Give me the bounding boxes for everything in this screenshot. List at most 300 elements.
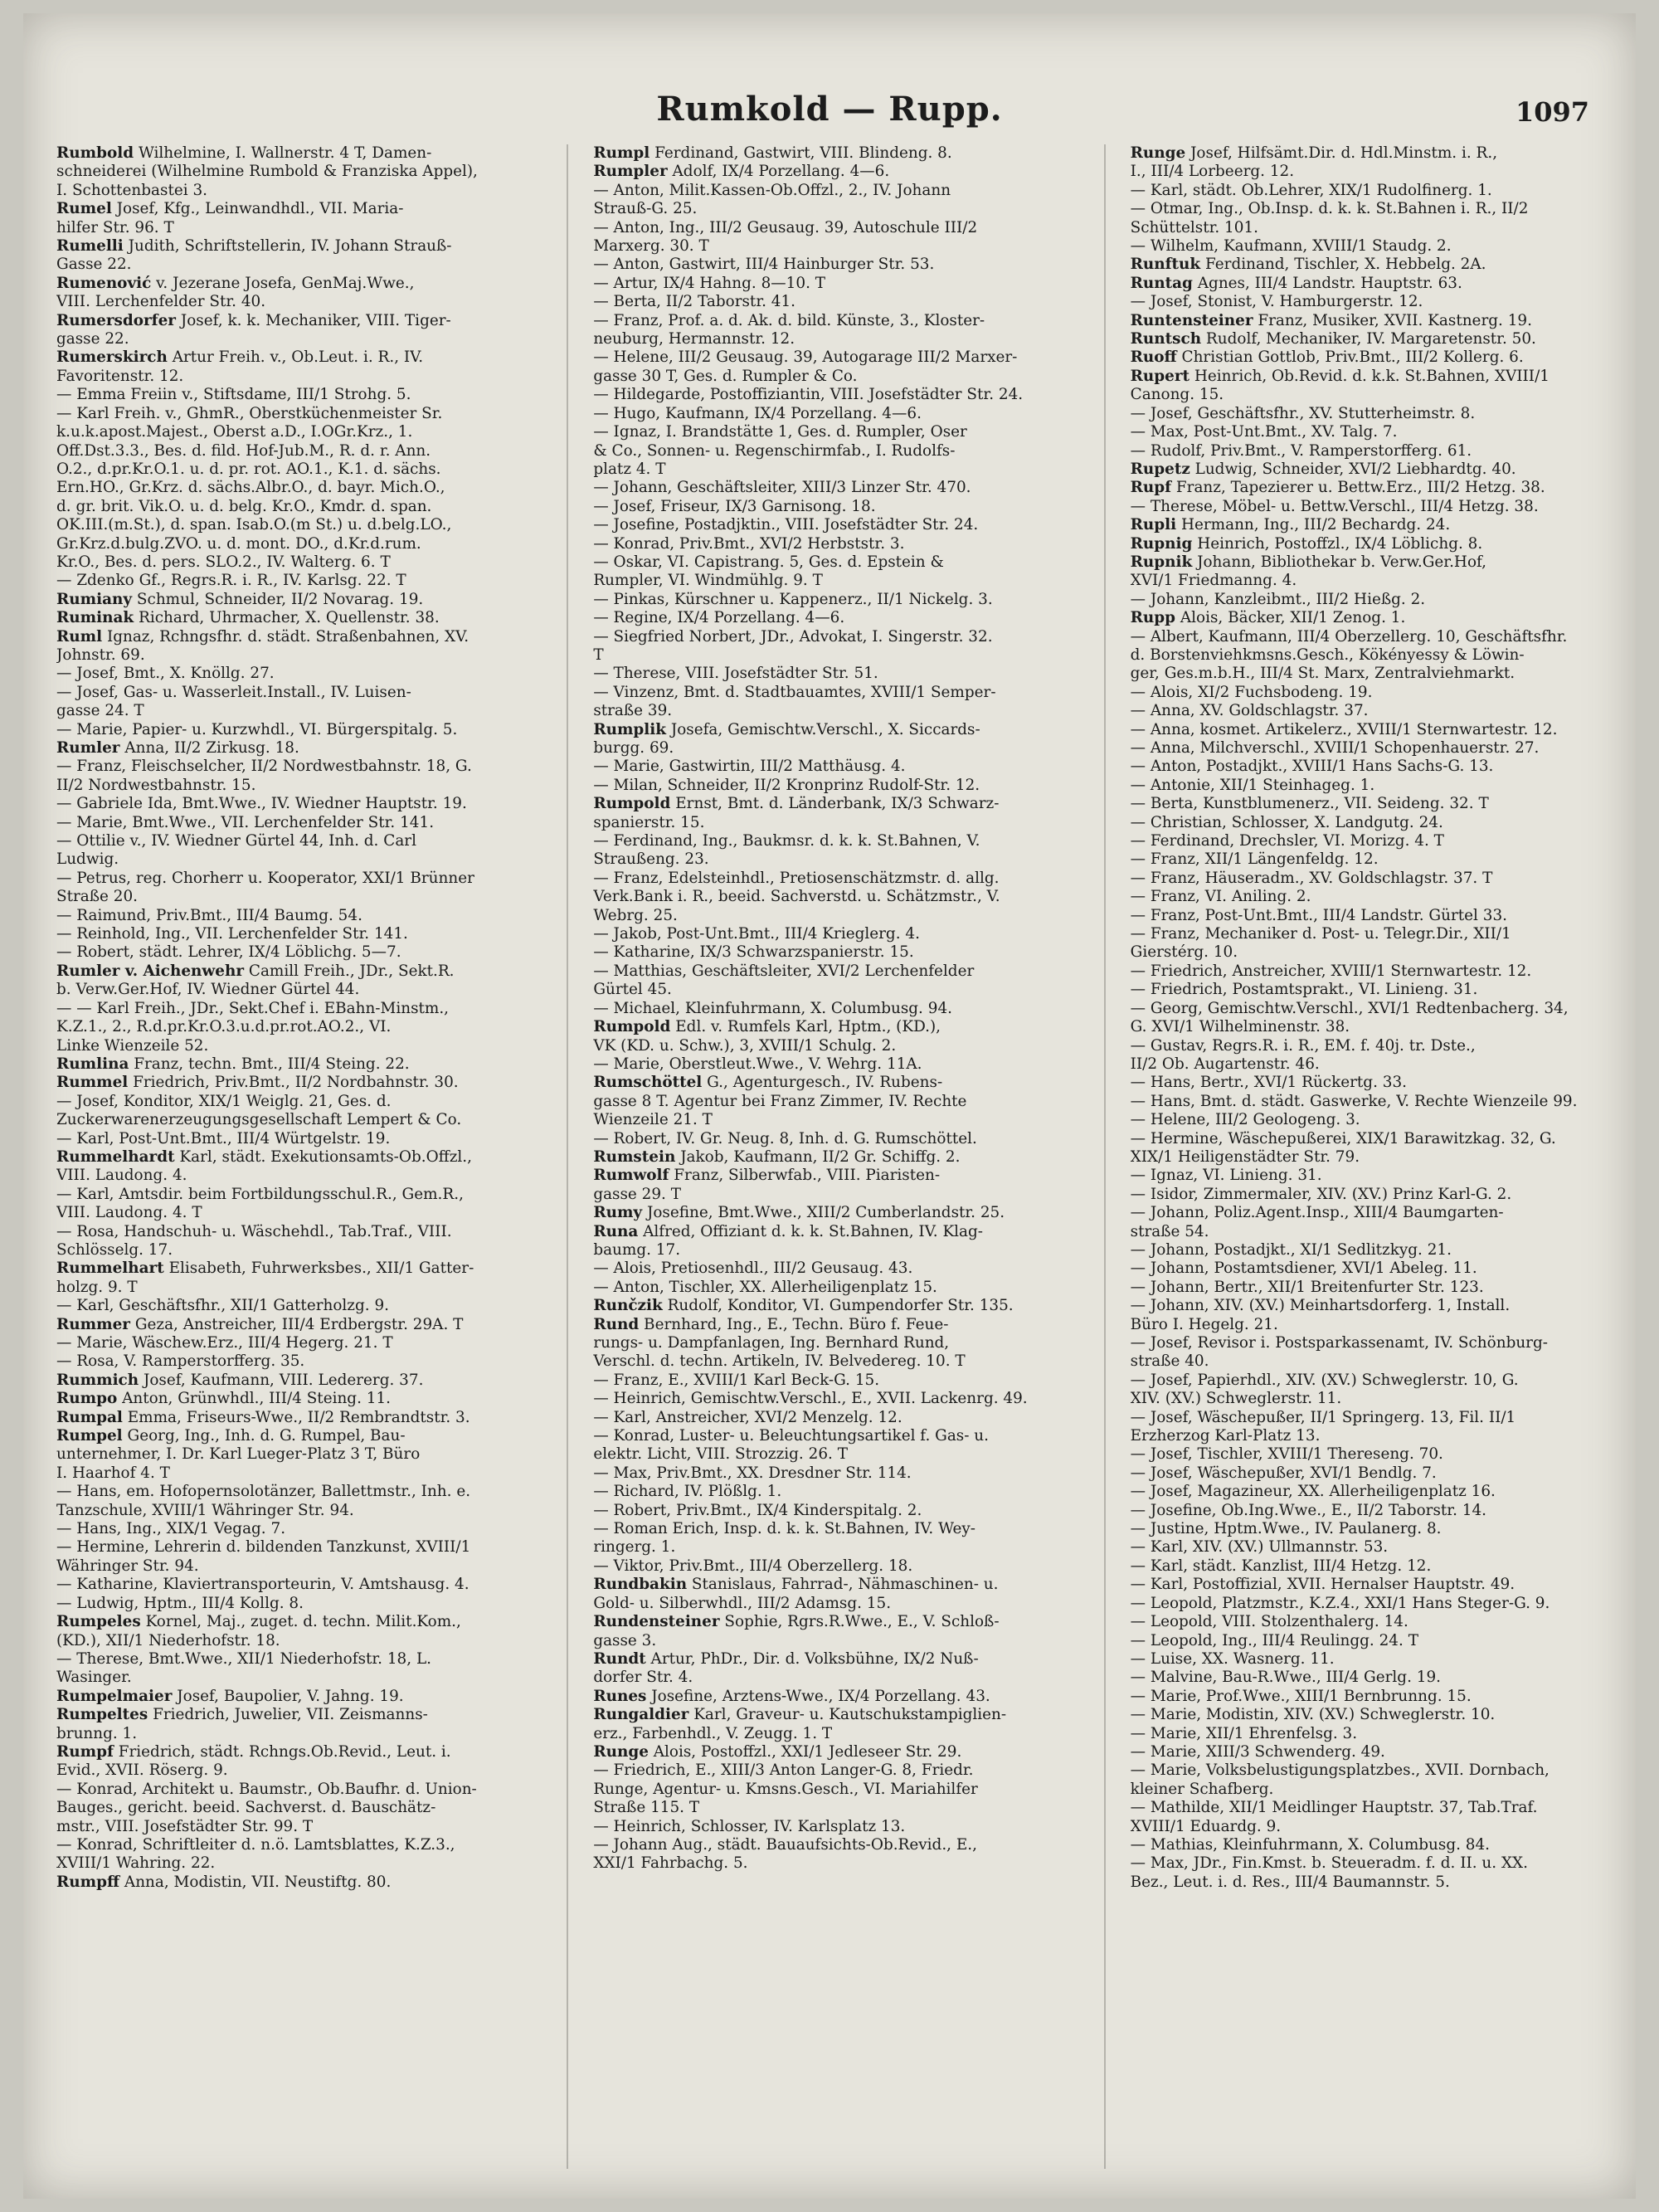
column-divider	[1104, 144, 1106, 2169]
entry-details: Christian Gottlob, Priv.Bmt., III/2 Kollerg. 6.	[1176, 348, 1524, 367]
directory-entry	[1131, 1055, 1616, 1074]
directory-entry	[56, 684, 542, 702]
entry-details: Wasinger.	[56, 1669, 132, 1687]
entry-details: Ernst, Bmt. d. Länderbank, IX/3 Schwarz-	[670, 795, 1000, 813]
directory-entry	[593, 1167, 1078, 1185]
entry-details: v. Jezerane Josefa, GenMaj.Wwe.,	[151, 274, 415, 292]
directory-entry	[56, 702, 542, 720]
entry-details: — Marie, Prof.Wwe., XIII/1 Bernbrunng. 15.	[1130, 1687, 1472, 1705]
directory-entry	[593, 1483, 1078, 1501]
entry-details: Alfred, Offiziant d. k. k. St.Bahnen, IV. Klag-	[638, 1222, 984, 1240]
entry-details: Verschl. d. techn. Artikeln, IV. Belvedereg. 10. T	[593, 1352, 966, 1371]
entry-details: Kr.O., Bes. d. pers. SLO.2., IV. Walterg. 6. T	[56, 553, 391, 571]
directory-entry	[1131, 1427, 1616, 1445]
entry-details: — Anton, Postadjkt., XVIII/1 Hans Sachs-G. 13.	[1130, 758, 1494, 776]
directory-entry	[593, 1037, 1078, 1055]
directory-entry	[1131, 498, 1616, 516]
directory-entry	[1131, 1445, 1616, 1464]
entry-details: — Viktor, Priv.Bmt., III/4 Oberzellerg. 18.	[593, 1557, 913, 1575]
directory-entry	[56, 1761, 542, 1780]
directory-entry	[1131, 572, 1616, 590]
entry-details: — Robert, Priv.Bmt., IX/4 Kinderspitalg. 2.	[593, 1501, 922, 1519]
entry-details: — Siegfried Norbert, JDr., Advokat, I. Singerstr. 32.	[593, 627, 993, 646]
entry-details: k.u.k.apost.Majest., Oberst a.D., I.OGr.Krz., 1.	[56, 423, 413, 441]
entry-details: Georg, Ing., Inh. d. G. Rumpel, Bau-	[122, 1427, 406, 1445]
entry-surname: Rumersdorfer	[56, 311, 176, 329]
entry-details: Kornel, Maj., zuget. d. techn. Milit.Kom.,	[140, 1613, 461, 1631]
directory-entry	[56, 1632, 542, 1650]
directory-entry	[1131, 1464, 1616, 1483]
entry-details: — Ludwig, Hptm., III/4 Kollg. 8.	[56, 1594, 304, 1612]
directory-entry	[56, 144, 542, 163]
directory-entry	[593, 348, 1078, 367]
entry-details: T	[593, 646, 604, 664]
entry-details: — Therese, Bmt.Wwe., XII/1 Niederhofstr. 18, L.	[56, 1649, 432, 1668]
entry-details: — Anton, Tischler, XX. Allerheiligenplatz 15.	[593, 1278, 937, 1296]
directory-entry	[56, 850, 542, 869]
directory-entry	[593, 777, 1078, 795]
entry-details: Artur, PhDr., Dir. d. Volksbühne, IX/2 Nuß-	[645, 1649, 979, 1668]
column-middle	[593, 144, 1078, 2169]
directory-entry	[593, 275, 1078, 293]
directory-entry	[1131, 1761, 1616, 1780]
entry-details: VK (KD. u. Schw.), 3, XVIII/1 Schulg. 2.	[593, 1036, 897, 1055]
entry-details: — Josef, Friseur, IX/3 Garnisong. 18.	[593, 497, 876, 515]
entry-details: Artur Freih. v., Ob.Leut. i. R., IV.	[167, 348, 424, 367]
directory-entry	[593, 1111, 1078, 1129]
entry-surname: Rummer	[56, 1315, 130, 1333]
entry-details: straße 39.	[593, 702, 673, 720]
entry-details: — Franz, XII/1 Längenfeldg. 12.	[1130, 850, 1379, 869]
directory-entry	[1131, 368, 1616, 386]
entry-details: — Hildegarde, Postoffiziantin, VIII. Josefstädter Str. 24.	[593, 386, 1024, 404]
directory-entry	[56, 1093, 542, 1111]
entry-details: — Josef, Bmt., X. Knöllg. 27.	[56, 665, 275, 683]
entry-details: — Josefine, Postadjktin., VIII. Josefstädter Str. 24.	[593, 516, 979, 534]
entry-details: — Friedrich, Postamtsprakt., VI. Linieng. 31.	[1130, 981, 1478, 999]
entry-details: — Anna, kosmet. Artikelerz., XVIII/1 Sternwartestr. 12.	[1130, 720, 1558, 738]
entry-details: Judith, Schriftstellerin, IV. Johann Strauß-	[123, 237, 452, 256]
entry-details: — Justine, Hptm.Wwe., IV. Paulanerg. 8.	[1130, 1520, 1442, 1538]
directory-entry	[56, 981, 542, 999]
directory-entry	[1131, 1352, 1616, 1371]
directory-entry	[56, 1557, 542, 1576]
entry-details: Josefine, Arztens-Wwe., IX/4 Porzellang. 43.	[646, 1687, 990, 1705]
directory-entry	[593, 1836, 1078, 1854]
directory-entry	[593, 870, 1078, 888]
directory-entry	[593, 144, 1078, 163]
entry-details: Ludwig.	[56, 850, 119, 869]
directory-entry	[1131, 1781, 1616, 1799]
directory-entry	[1131, 684, 1616, 702]
entry-surname: Rumpelmaier	[56, 1687, 173, 1705]
directory-entry	[1131, 1111, 1616, 1129]
directory-entry	[56, 1836, 542, 1854]
entry-details: — Rosa, V. Ramperstorfferg. 35.	[56, 1352, 305, 1371]
directory-entry	[56, 888, 542, 906]
entry-details: O.2., d.pr.Kr.O.1. u. d. pr. rot. AO.1., K.1. d. sächs.	[56, 460, 441, 478]
entry-surname: Rumpal	[56, 1408, 123, 1426]
directory-entry	[593, 572, 1078, 590]
directory-entry	[56, 814, 542, 832]
directory-entry	[593, 1576, 1078, 1594]
directory-entry	[593, 721, 1078, 739]
entry-surname: Rummel	[56, 1074, 129, 1092]
directory-entry	[1131, 1483, 1616, 1501]
entry-surname: Rupli	[1130, 516, 1177, 534]
entry-details: — Hans, em. Hofopernsolotänzer, Ballettmstr., Inh. e.	[56, 1483, 471, 1501]
entry-details: II/2 Nordwestbahnstr. 15.	[56, 776, 256, 794]
directory-entry	[1131, 850, 1616, 869]
directory-entry	[593, 256, 1078, 274]
directory-entry	[1131, 144, 1616, 163]
directory-entry	[1131, 1000, 1616, 1018]
entry-details: Straße 20.	[56, 888, 139, 906]
entry-details: — Friedrich, E., XIII/3 Anton Langer-G. 8, Friedr.	[593, 1761, 974, 1780]
directory-entry	[593, 1148, 1078, 1167]
entry-details: Rudolf, Mechaniker, IV. Margaretenstr. 50.	[1201, 330, 1536, 348]
entry-details: hilfer Str. 96. T	[56, 218, 174, 236]
directory-entry	[56, 943, 542, 962]
directory-entry	[1131, 721, 1616, 739]
directory-entry	[56, 1502, 542, 1520]
entry-surname: Runes	[593, 1687, 647, 1705]
entry-details: elektr. Licht, VIII. Strozzig. 26. T	[593, 1445, 848, 1464]
directory-entry	[593, 702, 1078, 720]
entry-details: platz 4. T	[593, 460, 666, 478]
directory-entry	[593, 1502, 1078, 1520]
entry-details: — Michael, Kleinfuhrmann, X. Columbusg. 94.	[593, 999, 952, 1017]
entry-surname: Runge	[1130, 144, 1186, 162]
entry-details: — Max, Post-Unt.Bmt., XV. Talg. 7.	[1130, 423, 1398, 441]
entry-details: Josef, Hilfsämt.Dir. d. Hdl.Minstm. i. R.,	[1185, 144, 1498, 162]
entry-details: — Max, Priv.Bmt., XX. Dresdner Str. 114.	[593, 1464, 912, 1482]
entry-surname: Rumpeles	[56, 1613, 141, 1631]
directory-entry	[593, 1259, 1078, 1278]
entry-surname: Runčzik	[593, 1297, 663, 1315]
entry-details: gasse 30 T, Ges. d. Rumpler & Co.	[593, 367, 858, 385]
directory-entry	[1131, 1706, 1616, 1724]
entry-details: — Josef, Stonist, V. Hamburgerstr. 12.	[1130, 293, 1423, 311]
directory-entry	[56, 832, 542, 850]
entry-surname: Runtag	[1130, 274, 1193, 292]
directory-entry	[56, 1445, 542, 1464]
entry-details: — Marie, Oberstleut.Wwe., V. Wehrg. 11A.	[593, 1055, 922, 1073]
entry-details: — Heinrich, Schlosser, IV. Karlsplatz 13.	[593, 1817, 906, 1835]
entry-details: — Robert, IV. Gr. Neug. 8, Inh. d. G. Rumschöttel.	[593, 1129, 977, 1147]
directory-entry	[1131, 163, 1616, 181]
entry-details: Johnstr. 69.	[56, 646, 145, 664]
directory-entry	[593, 1427, 1078, 1445]
directory-entry	[56, 1854, 542, 1873]
entry-details: XIV. (XV.) Schweglerstr. 11.	[1130, 1390, 1342, 1408]
entry-details: dorfer Str. 4.	[593, 1669, 693, 1687]
entry-details: holzg. 9. T	[56, 1278, 138, 1296]
entry-surname: Rumpold	[593, 795, 671, 813]
entry-details: mstr., VIII. Josefstädter Str. 99. T	[56, 1817, 314, 1835]
directory-entry	[593, 1093, 1078, 1111]
entry-details: gasse 22.	[56, 330, 129, 348]
column-right	[1131, 144, 1616, 2169]
directory-entry	[593, 386, 1078, 404]
entry-details: Alois, Bäcker, XII/1 Zenog. 1.	[1175, 609, 1406, 627]
directory-entry	[56, 591, 542, 609]
directory-entry	[56, 1743, 542, 1761]
directory-entry	[1131, 1650, 1616, 1669]
directory-entry	[593, 1204, 1078, 1222]
entry-details: G. XVI/1 Wilhelminenstr. 38.	[1130, 1018, 1350, 1036]
entry-details: — Josef, Tischler, XVIII/1 Thereseng. 70.	[1130, 1445, 1443, 1464]
directory-entry	[593, 1706, 1078, 1724]
entry-details: — Luise, XX. Wasnerg. 11.	[1130, 1649, 1335, 1668]
directory-entry	[56, 1148, 542, 1167]
entry-details: Franz, Tapezierer u. Bettw.Erz., III/2 Hetzg. 38.	[1171, 479, 1545, 497]
entry-details: — Albert, Kaufmann, III/4 Oberzellerg. 10, Geschäftsfhr.	[1130, 627, 1568, 646]
entry-details: — Leopold, Platzmstr., K.Z.4., XXI/1 Hans Steger-G. 9.	[1130, 1594, 1550, 1612]
entry-details: — Karl, Amtsdir. beim Fortbildungsschul.R., Gem.R.,	[56, 1185, 464, 1203]
directory-entry	[56, 1259, 542, 1278]
entry-surname: Rumler	[56, 739, 120, 757]
directory-entry	[1131, 1223, 1616, 1241]
directory-entry	[593, 1520, 1078, 1538]
entry-details: — Hans, Bmt. d. städt. Gaswerke, V. Rechte Wienzeile 99.	[1130, 1092, 1578, 1110]
directory-entry	[593, 907, 1078, 925]
entry-surname: Rundensteiner	[593, 1613, 720, 1631]
entry-surname: Rummelhardt	[56, 1147, 175, 1166]
directory-entry	[1131, 1279, 1616, 1297]
directory-entry	[56, 1074, 542, 1092]
entry-details: — Josef, Revisor i. Postsparkassenamt, IV. Schönburg-	[1130, 1334, 1548, 1352]
entry-surname: Rumpel	[56, 1427, 123, 1445]
entry-details: I. Haarhof 4. T	[56, 1464, 170, 1482]
entry-details: — Antonie, XII/1 Steinhageg. 1.	[1130, 776, 1375, 794]
entry-details: XXI/1 Fahrbachg. 5.	[593, 1854, 748, 1873]
entry-details: Wienzeile 21. T	[593, 1111, 713, 1129]
directory-entry	[56, 1464, 542, 1483]
entry-details: gasse 29. T	[593, 1185, 682, 1203]
entry-details: Geza, Anstreicher, III/4 Erdbergstr. 29A. T	[129, 1315, 464, 1333]
directory-entry	[593, 405, 1078, 423]
entry-details: I., III/4 Lorbeerg. 12.	[1130, 163, 1295, 181]
entry-details: — Franz, Post-Unt.Bmt., III/4 Landstr. Gürtel 33.	[1130, 906, 1508, 924]
entry-details: Webrg. 25.	[593, 906, 678, 924]
directory-entry	[1131, 275, 1616, 293]
directory-entry	[593, 684, 1078, 702]
directory-entry	[1131, 1854, 1616, 1873]
directory-entry	[56, 1799, 542, 1817]
entry-details: Bernhard, Ing., E., Techn. Büro f. Feue-	[639, 1315, 949, 1333]
entry-details: Heinrich, Postoffzl., IX/4 Löblichg. 8.	[1192, 534, 1483, 553]
directory-entry	[1131, 1873, 1616, 1892]
directory-entry	[56, 442, 542, 460]
page-number: 1097	[1515, 96, 1589, 128]
entry-details: Johann, Bibliothekar b. Verw.Ger.Hof,	[1192, 553, 1487, 571]
directory-entry	[56, 1483, 542, 1501]
entry-surname: Rupetz	[1130, 460, 1190, 478]
directory-entry	[56, 1241, 542, 1259]
entry-details: II/2 Ob. Augartenstr. 46.	[1130, 1055, 1320, 1073]
directory-entry	[1131, 1725, 1616, 1743]
entry-surname: Rungaldier	[593, 1706, 689, 1724]
directory-entry	[1131, 200, 1616, 218]
directory-entry	[593, 1279, 1078, 1297]
directory-entry	[1131, 348, 1616, 367]
entry-details: Jakob, Kaufmann, II/2 Gr. Schiffg. 2.	[675, 1147, 961, 1166]
entry-surname: Rundt	[593, 1649, 646, 1668]
directory-entry	[1131, 1037, 1616, 1055]
directory-entry	[1131, 1799, 1616, 1817]
directory-entry	[56, 572, 542, 590]
directory-entry	[56, 348, 542, 367]
directory-entry	[1131, 256, 1616, 274]
entry-details: — Marie, Wäschew.Erz., III/4 Hegerg. 21. T	[56, 1334, 393, 1352]
directory-entry	[56, 293, 542, 311]
entry-details: — Raimund, Priv.Bmt., III/4 Baumg. 54.	[56, 906, 362, 924]
directory-entry	[593, 553, 1078, 572]
directory-entry	[56, 721, 542, 739]
entry-details: — Hugo, Kaufmann, IX/4 Porzellang. 4—6.	[593, 404, 922, 422]
directory-entry	[56, 219, 542, 237]
entry-details: — — Karl Freih., JDr., Sekt.Chef i. EBahn-Minstm.,	[56, 999, 450, 1017]
entry-details: Bauges., gericht. beeid. Sachverst. d. Bauschätz-	[56, 1799, 436, 1817]
directory-entry	[56, 665, 542, 683]
directory-entry	[593, 368, 1078, 386]
directory-entry	[1131, 1018, 1616, 1036]
entry-surname: Rumstein	[593, 1147, 676, 1166]
entry-surname: Runftuk	[1130, 256, 1201, 274]
directory-entry	[1131, 907, 1616, 925]
entry-details: — Johann Aug., städt. Bauaufsichts-Ob.Revid., E.,	[593, 1835, 977, 1854]
directory-entry	[56, 777, 542, 795]
entry-details: — Helene, III/2 Geologeng. 3.	[1130, 1111, 1360, 1129]
directory-entry	[593, 1000, 1078, 1018]
entry-details: Anna, Modistin, VII. Neustiftg. 80.	[119, 1873, 392, 1891]
entry-surname: Rumpo	[56, 1390, 118, 1408]
entry-details: Josef, Kaufmann, VIII. Ledererg. 37.	[139, 1371, 424, 1389]
directory-entry	[1131, 870, 1616, 888]
directory-entry	[593, 591, 1078, 609]
directory-entry	[593, 1781, 1078, 1799]
entry-details: G., Agenturgesch., IV. Rubens-	[702, 1074, 943, 1092]
directory-entry	[1131, 1576, 1616, 1594]
directory-entry	[1131, 1669, 1616, 1687]
entry-details: — Ferdinand, Drechsler, VI. Morizg. 4. T	[1130, 832, 1444, 850]
entry-details: — Pinkas, Kürschner u. Kappenerz., II/1 Nickelg. 3.	[593, 590, 993, 608]
entry-surname: Runtsch	[1130, 330, 1202, 348]
entry-details: — Gabriele Ida, Bmt.Wwe., IV. Wiedner Hauptstr. 19.	[56, 795, 467, 813]
directory-entry	[1131, 1297, 1616, 1315]
entry-details: XVIII/1 Wahring. 22.	[56, 1854, 216, 1873]
column-left	[56, 144, 542, 2169]
entry-details: Edl. v. Rumfels Karl, Hptm., (KD.),	[670, 1018, 941, 1036]
directory-entry	[593, 293, 1078, 311]
entry-details: — Marie, Bmt.Wwe., VII. Lerchenfelder Str. 141.	[56, 813, 435, 831]
entry-details: — Rosa, Handschuh- u. Wäschehdl., Tab.Traf., VIII.	[56, 1222, 452, 1240]
entry-details: Heinrich, Ob.Revid. d. k.k. St.Bahnen, XVIII/1	[1190, 367, 1550, 385]
entry-details: Franz, Silberwfab., VIII. Piaristen-	[669, 1167, 941, 1185]
directory-entry	[593, 182, 1078, 200]
entry-surname: Rumpff	[56, 1873, 120, 1891]
entry-details: Büro I. Hegelg. 21.	[1130, 1315, 1278, 1333]
entry-details: Anton, Grünwhdl., III/4 Steing. 11.	[117, 1390, 392, 1408]
entry-surname: Rupf	[1130, 479, 1172, 497]
entry-surname: Rumenović	[56, 274, 152, 292]
directory-entry	[593, 1818, 1078, 1836]
running-head: Rumkold — Rupp.	[656, 90, 1003, 129]
directory-entry	[56, 1873, 542, 1892]
columns-container	[56, 144, 1616, 2169]
directory-entry	[56, 1297, 542, 1315]
directory-entry	[593, 1761, 1078, 1780]
entry-details: — Karl, XIV. (XV.) Ullmannstr. 53.	[1130, 1538, 1389, 1557]
entry-details: — Johann, Postamtsdiener, XVI/1 Abeleg. 11.	[1130, 1259, 1477, 1278]
directory-entry	[56, 1000, 542, 1018]
entry-details: Josefa, Gemischtw.Verschl., X. Siccards-	[666, 720, 980, 738]
entry-details: — Johann, XIV. (XV.) Meinhartsdorferg. 1, Install.	[1130, 1297, 1511, 1315]
entry-details: Anna, II/2 Zirkusg. 18.	[119, 739, 299, 757]
entry-details: & Co., Sonnen- u. Regenschirmfab., I. Rudolfs-	[593, 441, 956, 460]
entry-details: — Leopold, Ing., III/4 Reulingg. 24. T	[1130, 1631, 1418, 1649]
entry-details: Wilhelmine, I. Wallnerstr. 4 T, Damen-	[134, 144, 432, 162]
entry-details: schneiderei (Wilhelmine Rumbold & Franziska Appel),	[56, 163, 478, 181]
directory-entry	[56, 646, 542, 665]
entry-details: — Berta, Kunstblumenerz., VII. Seideng. 32. T	[1130, 795, 1489, 813]
directory-entry	[593, 962, 1078, 981]
directory-entry	[56, 405, 542, 423]
entry-details: — Ferdinand, Ing., Baukmsr. d. k. k. St.Bahnen, V.	[593, 832, 980, 850]
directory-entry	[56, 200, 542, 218]
entry-details: — Anton, Ing., III/2 Geusaug. 39, Autoschule III/2	[593, 218, 978, 236]
directory-entry	[1131, 609, 1616, 627]
entry-details: VIII. Laudong. 4. T	[56, 1204, 202, 1222]
entry-details: — Franz, Mechaniker d. Post- u. Telegr.Dir., XII/1	[1130, 925, 1511, 943]
directory-entry	[593, 1854, 1078, 1873]
entry-details: straße 40.	[1130, 1352, 1209, 1371]
entry-details: Straußeng. 23.	[593, 850, 709, 869]
directory-entry	[1131, 1818, 1616, 1836]
directory-entry	[593, 498, 1078, 516]
entry-details: — Matthias, Geschäftsleiter, XVI/2 Lerchenfelder	[593, 962, 975, 980]
entry-details: Verk.Bank i. R., beeid. Sachverstd. u. Schätzmstr., V.	[593, 888, 1000, 906]
directory-entry	[593, 1445, 1078, 1464]
entry-details: — Leopold, VIII. Stolzenthalerg. 14.	[1130, 1613, 1408, 1631]
entry-details: Richard, Uhrmacher, X. Quellenstr. 38.	[134, 609, 440, 627]
directory-entry	[1131, 1259, 1616, 1278]
entry-details: — Berta, II/2 Taborstr. 41.	[593, 293, 796, 311]
entry-surname: Rumschöttel	[593, 1074, 703, 1092]
directory-entry	[56, 1390, 542, 1408]
entry-details: — Konrad, Priv.Bmt., XVI/2 Herbststr. 3.	[593, 534, 905, 553]
entry-details: — Anna, Milchverschl., XVIII/1 Schopenhauerstr. 27.	[1130, 739, 1540, 757]
entry-surname: Rupert	[1130, 367, 1190, 385]
directory-entry	[56, 1781, 542, 1799]
directory-entry	[1131, 479, 1616, 497]
directory-entry	[56, 609, 542, 627]
directory-entry	[56, 368, 542, 386]
entry-details: burgg. 69.	[593, 739, 674, 757]
entry-details: — Josef, Wäschepußer, XVI/1 Bendlg. 7.	[1130, 1464, 1437, 1482]
page-header	[23, 90, 1636, 133]
entry-details: Josefine, Bmt.Wwe., XIII/2 Cumberlandstr. 25.	[642, 1204, 1005, 1222]
entry-details: Josef, Kfg., Leinwandhdl., VII. Maria-	[111, 200, 404, 218]
directory-entry	[1131, 814, 1616, 832]
entry-details: Marxerg. 30. T	[593, 237, 709, 256]
entry-surname: Rumy	[593, 1204, 643, 1222]
directory-entry	[593, 1409, 1078, 1427]
entry-details: Alois, Postoffzl., XXI/1 Jedleseer Str. 29.	[648, 1742, 962, 1761]
entry-surname: Ruminak	[56, 609, 134, 627]
directory-entry	[593, 1799, 1078, 1817]
